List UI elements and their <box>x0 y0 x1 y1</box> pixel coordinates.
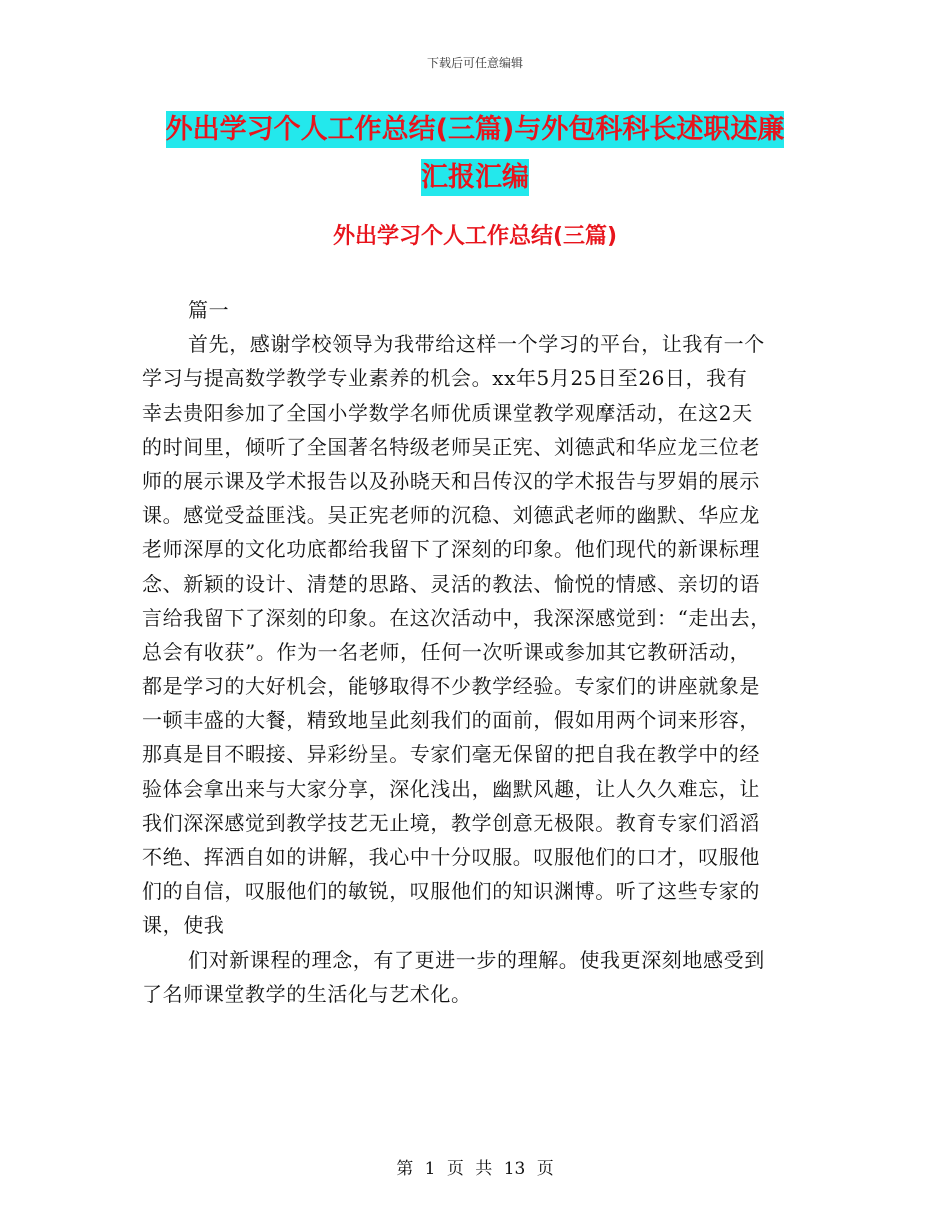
page-footer: 第 1 页 共 13 页 <box>396 1159 554 1179</box>
body-line: 都是学习的大好机会，能够取得不少教学经验。专家们的讲座就象是 <box>142 674 760 699</box>
paragraph-label: 篇一 <box>188 298 230 322</box>
body-text <box>142 293 810 1011</box>
body-line: 课。感觉受益匪浅。吴正宪老师的沉稳、刘德武老师的幽默、华应龙 <box>142 503 760 528</box>
body-line: 首先，感谢学校领导为我带给这样一个学习的平台，让我有一个 <box>188 332 765 357</box>
body-line: 幸去贵阳参加了全国小学数学名师优质课堂教学观摩活动，在这2天 <box>142 400 753 425</box>
body-line: 们的自信，叹服他们的敏锐，叹服他们的知识渊博。听了这些专家的 <box>142 879 760 904</box>
header-note: 下载后可任意编辑 <box>426 56 523 70</box>
body-line: 验体会拿出来与大家分享，深化浅出，幽默风趣，让人久久难忘，让 <box>142 776 760 801</box>
body-line: 总会有收获”。作为一名老师，任何一次听课或参加其它教研活动， <box>142 639 751 664</box>
body-line: 了名师课堂教学的生活化与艺术化。 <box>142 981 472 1006</box>
document-title-line-1: 外出学习个人工作总结(三篇)与外包科科长述职述廉 <box>166 111 785 148</box>
section-title: 外出学习个人工作总结(三篇) <box>332 224 618 249</box>
body-line: 课，使我 <box>142 913 225 938</box>
body-line: 的时间里，倾听了全国著名特级老师吴正宪、刘德武和华应龙三位老 <box>142 434 760 459</box>
body-line: 那真是目不暇接、异彩纷呈。专家们毫无保留的把自我在教学中的经 <box>142 742 760 767</box>
body-line: 老师深厚的文化功底都给我留下了深刻的印象。他们现代的新课标理 <box>142 537 760 562</box>
body-line: 不绝、挥洒自如的讲解，我心中十分叹服。叹服他们的口才，叹服他 <box>142 845 760 869</box>
body-line: 言给我留下了深刻的印象。在这次活动中，我深深感觉到：“走出去， <box>142 605 771 630</box>
body-line: 我们深深感觉到教学技艺无止境，教学创意无极限。教育专家们滔滔 <box>142 810 760 835</box>
document-title <box>0 106 950 202</box>
body-line: 学习与提高数学教学专业素养的机会。xx年5月25日至26日，我有 <box>142 366 748 391</box>
body-line: 师的展示课及学术报告以及孙晓天和吕传汉的学术报告与罗娟的展示 <box>142 468 760 493</box>
body-line: 们对新课程的理念，有了更进一步的理解。使我更深刻地感受到 <box>188 947 765 972</box>
body-line: 念、新颖的设计、清楚的思路、灵活的教法、愉悦的情感、亲切的语 <box>142 571 760 596</box>
document-title-line-2: 汇报汇编 <box>421 159 529 196</box>
body-line: 一顿丰盛的大餐，精致地呈此刻我们的面前，假如用两个词来形容， <box>142 708 760 733</box>
